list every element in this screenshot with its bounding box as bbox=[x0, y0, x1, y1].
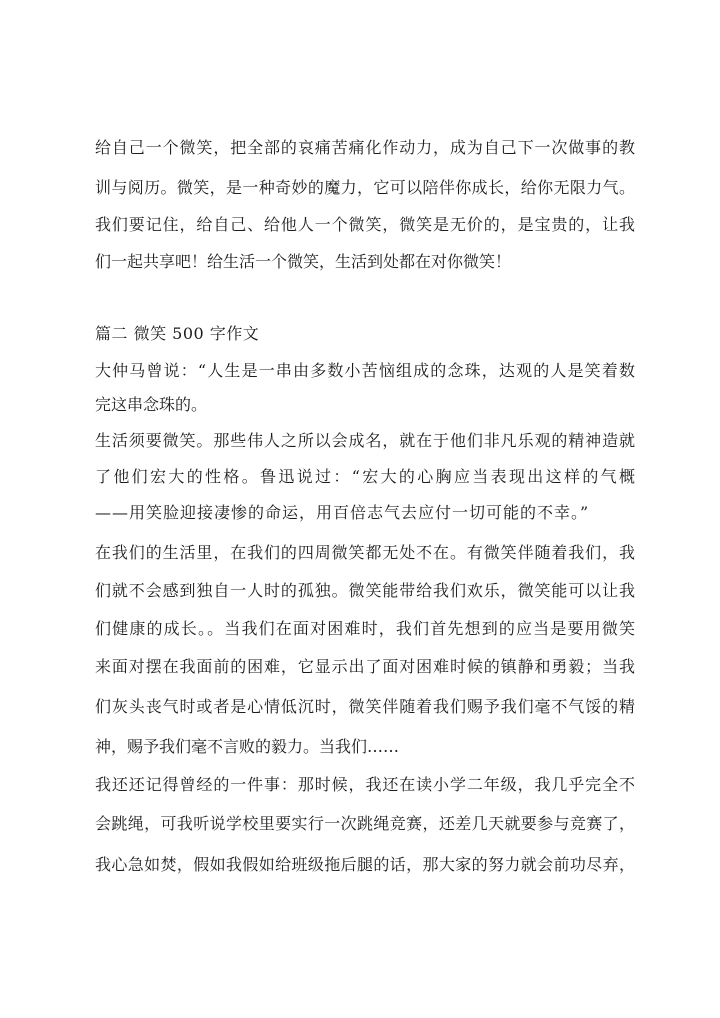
text-line: 完这串念珠的。 bbox=[95, 395, 208, 414]
text-line: 生活须要微笑。那些伟人之所以会成名，就在于他们非凡乐观的精神造就 bbox=[95, 431, 635, 450]
text-line: 来面对摆在我面前的困难，它显示出了面对困难时候的镇静和勇毅；当我 bbox=[95, 657, 635, 676]
text-line: 会跳绳，可我听说学校里要实行一次跳绳竞赛，还差几天就要参与竞赛了， bbox=[95, 814, 635, 833]
text-line: 们健康的成长。。当我们在面对困难时，我们首先想到的应当是要用微笑 bbox=[95, 619, 635, 638]
text-line: 给自己一个微笑，把全部的哀痛苦痛化作动力，成为自己下一次做事的教 bbox=[95, 138, 635, 157]
text-line: 训与阅历。微笑，是一种奇妙的魔力，它可以陪伴你成长，给你无限力气。 bbox=[95, 178, 635, 197]
text-line: ——用笑脸迎接凄惨的命运，用百倍志气去应付一切可能的不幸。” bbox=[95, 503, 590, 522]
text-line: 我心急如焚，假如我假如给班级拖后腿的话，那大家的努力就会前功尽弃， bbox=[95, 855, 635, 874]
text-line: 神，赐予我们毫不言败的毅力。当我们…… bbox=[95, 737, 400, 756]
text-line: 我们要记住，给自己、给他人一个微笑，微笑是无价的，是宝贵的，让我 bbox=[95, 215, 635, 234]
text-line: 在我们的生活里，在我们的四周微笑都无处不在。有微笑伴随着我们，我 bbox=[95, 543, 635, 562]
text-line: 了他们宏大的性格。鲁迅说过：“宏大的心胸应当表现出这样的气概 bbox=[95, 467, 635, 486]
text-line: 们就不会感到独自一人时的孤独。微笑能带给我们欢乐，微笑能可以让我 bbox=[95, 581, 635, 600]
section-heading: 篇二 微笑 500 字作文 bbox=[95, 324, 260, 343]
text-line: 我还还记得曾经的一件事：那时候，我还在读小学二年级，我几乎完全不 bbox=[95, 775, 635, 794]
text-line: 大仲马曾说：“人生是一串由多数小苦恼组成的念珠，达观的人是笑着数 bbox=[95, 361, 635, 380]
text-line: 们一起共享吧！给生活一个微笑，生活到处都在对你微笑！ bbox=[95, 252, 512, 271]
text-line: 们灰头丧气时或者是心情低沉时，微笑伴随着我们赐予我们毫不气馁的精 bbox=[95, 697, 635, 716]
